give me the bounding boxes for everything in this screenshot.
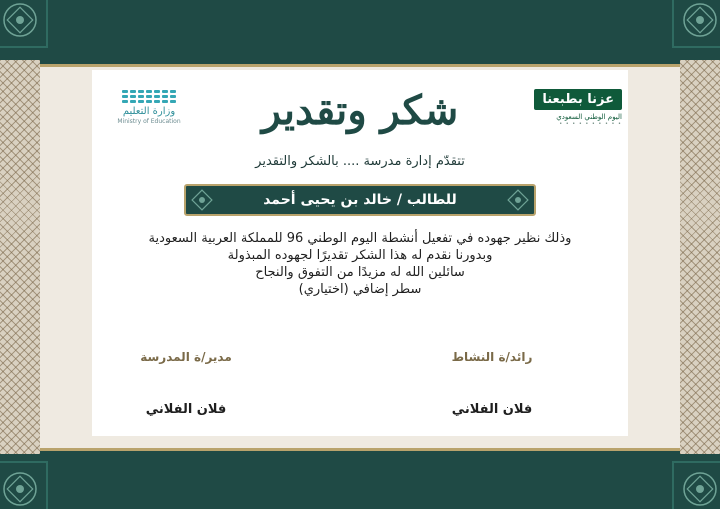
body-line: سائلين الله له مزيدًا من التفوق والنجاح	[255, 265, 465, 280]
recipient-name: للطالب / خالد بن يحيى أحمد	[263, 192, 457, 208]
corner-ornament-icon	[672, 461, 720, 509]
ministry-name-arabic: وزارة التعليم	[122, 106, 176, 117]
top-band	[0, 0, 720, 64]
certificate-body	[122, 230, 598, 298]
left-ornament-strip	[0, 60, 40, 454]
signature-name: فلان الفلاني	[145, 402, 227, 417]
certificate-card	[92, 70, 628, 436]
banner-ornament-icon	[507, 189, 529, 211]
recipient-banner	[184, 184, 536, 216]
signature-role: مدير/ة المدرسة	[140, 350, 232, 364]
signature-activity-leader	[422, 350, 562, 417]
body-line: وبدورنا نقدم له هذا الشكر تقديرًا لجهوده المبذولة	[227, 248, 493, 263]
corner-ornament-icon	[672, 0, 720, 48]
body-line: وذلك نظير جهوده في تفعيل أنشطة اليوم الوطني 96 للمملكة العربية السعودية	[148, 231, 572, 246]
signature-name: فلان الفلاني	[451, 402, 533, 417]
intro-line: تتقدّم إدارة مدرسة .... بالشكر والتقدير	[255, 154, 465, 169]
national-day-logo	[502, 88, 622, 136]
national-day-subtitle: اليوم الوطني السعودي	[556, 113, 622, 121]
signature-principal	[116, 350, 256, 417]
bottom-band	[0, 451, 720, 509]
ministry-logo-icon	[114, 90, 184, 103]
ministry-name-english: Ministry of Education	[117, 118, 181, 125]
body-line: سطر إضافي (اختياري)	[298, 282, 422, 297]
ministry-of-education-logo	[114, 90, 184, 134]
right-ornament-strip	[680, 60, 720, 454]
corner-ornament-icon	[0, 461, 48, 509]
certificate-title: شكر وتقدير	[261, 87, 459, 134]
banner-ornament-icon	[191, 189, 213, 211]
national-day-slogan: عزنا بطبعنا	[534, 89, 622, 110]
signature-role: رائد/ة النشاط	[451, 350, 533, 364]
corner-ornament-icon	[0, 0, 48, 48]
national-day-decoration: • • • • • • • • • •	[559, 121, 622, 127]
